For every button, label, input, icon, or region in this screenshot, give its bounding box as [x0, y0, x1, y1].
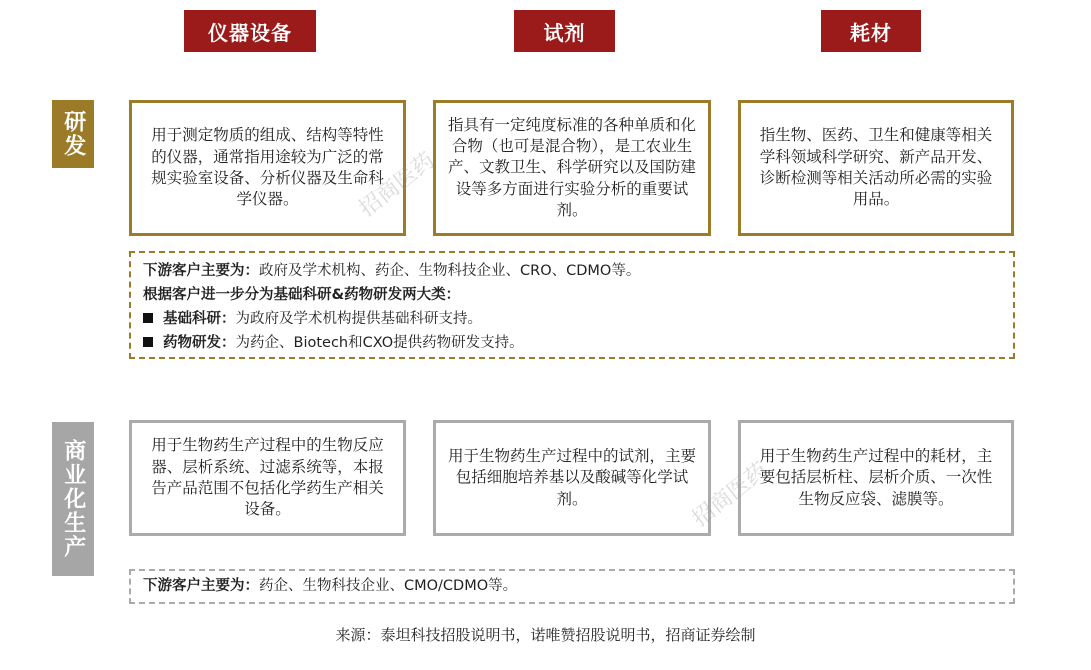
rd-customers-line [143, 259, 1001, 283]
rd-split-label: 根据客户进一步分为基础科研&药物研发两大类： [143, 287, 461, 303]
watermark: 招商医药 [687, 458, 773, 533]
com-box-text: 用于生物药生产过程中的生物反应器、层析系统、过滤系统等，本报告产品范围不包括化学药生产相关设备。 [151, 436, 384, 519]
com-box-reagents [433, 420, 711, 536]
watermark: 招商医药 [354, 148, 440, 223]
header-consumables: 耗材 [821, 10, 921, 52]
rd-box-text: 指具有一定纯度标准的各种单质和化合物（也可是混合物），是工农业生产、文教卫生、科学研究以及国防建设等多方面进行实验分析的重要试剂。 [448, 115, 697, 220]
rd-box-text: 用于测定物质的组成、结构等特性的仪器，通常指用途较为广泛的常规实验室设备、分析仪器及生命科学仪器。 [151, 126, 384, 209]
rd-customer-note [129, 251, 1015, 359]
rd-customers-text: 政府及学术机构、药企、生物科技企业、CRO、CDMO等。 [259, 263, 641, 279]
rd-box-text: 指生物、医药、卫生和健康等相关学科领域科学研究、新产品开发、诊断检测等相关活动所必需的实验用品。 [759, 126, 993, 209]
rd-bullet-basic [143, 307, 1001, 331]
bullet-title: 基础科研： [163, 311, 236, 327]
com-customers-label: 下游客户主要为： [143, 578, 259, 594]
bullet-text: 为政府及学术机构提供基础科研支持。 [235, 311, 482, 327]
rd-box-reagents [433, 100, 711, 236]
header-instruments: 仪器设备 [184, 10, 316, 52]
header-reagents: 试剂 [514, 10, 615, 52]
rd-box-consumables [738, 100, 1014, 236]
square-bullet-icon [143, 313, 153, 323]
rd-bullet-drug [143, 331, 1001, 355]
com-box-instruments [129, 420, 406, 536]
bullet-text: 为药企、Biotech和CXO提供药物研发支持。 [235, 335, 524, 351]
side-label-commercial: 商业化生产 [52, 422, 94, 576]
square-bullet-icon [143, 337, 153, 347]
commercial-customer-note [129, 569, 1015, 604]
com-box-text: 用于生物药生产过程中的试剂，主要包括细胞培养基以及酸碱等化学试剂。 [448, 446, 697, 508]
com-box-text: 用于生物药生产过程中的耗材，主要包括层析柱、层析介质、一次性生物反应袋、滤膜等。 [759, 446, 993, 508]
com-customers-text: 药企、生物科技企业、CMO/CDMO等。 [259, 578, 518, 594]
rd-customers-label: 下游客户主要为： [143, 263, 259, 279]
com-box-consumables [738, 420, 1014, 536]
source-note: 来源：泰坦科技招股说明书，诺唯赞招股说明书，招商证券绘制 [335, 626, 756, 644]
com-customers-line [143, 574, 1001, 598]
side-label-rd: 研发 [52, 100, 94, 168]
bullet-title: 药物研发： [163, 335, 236, 351]
